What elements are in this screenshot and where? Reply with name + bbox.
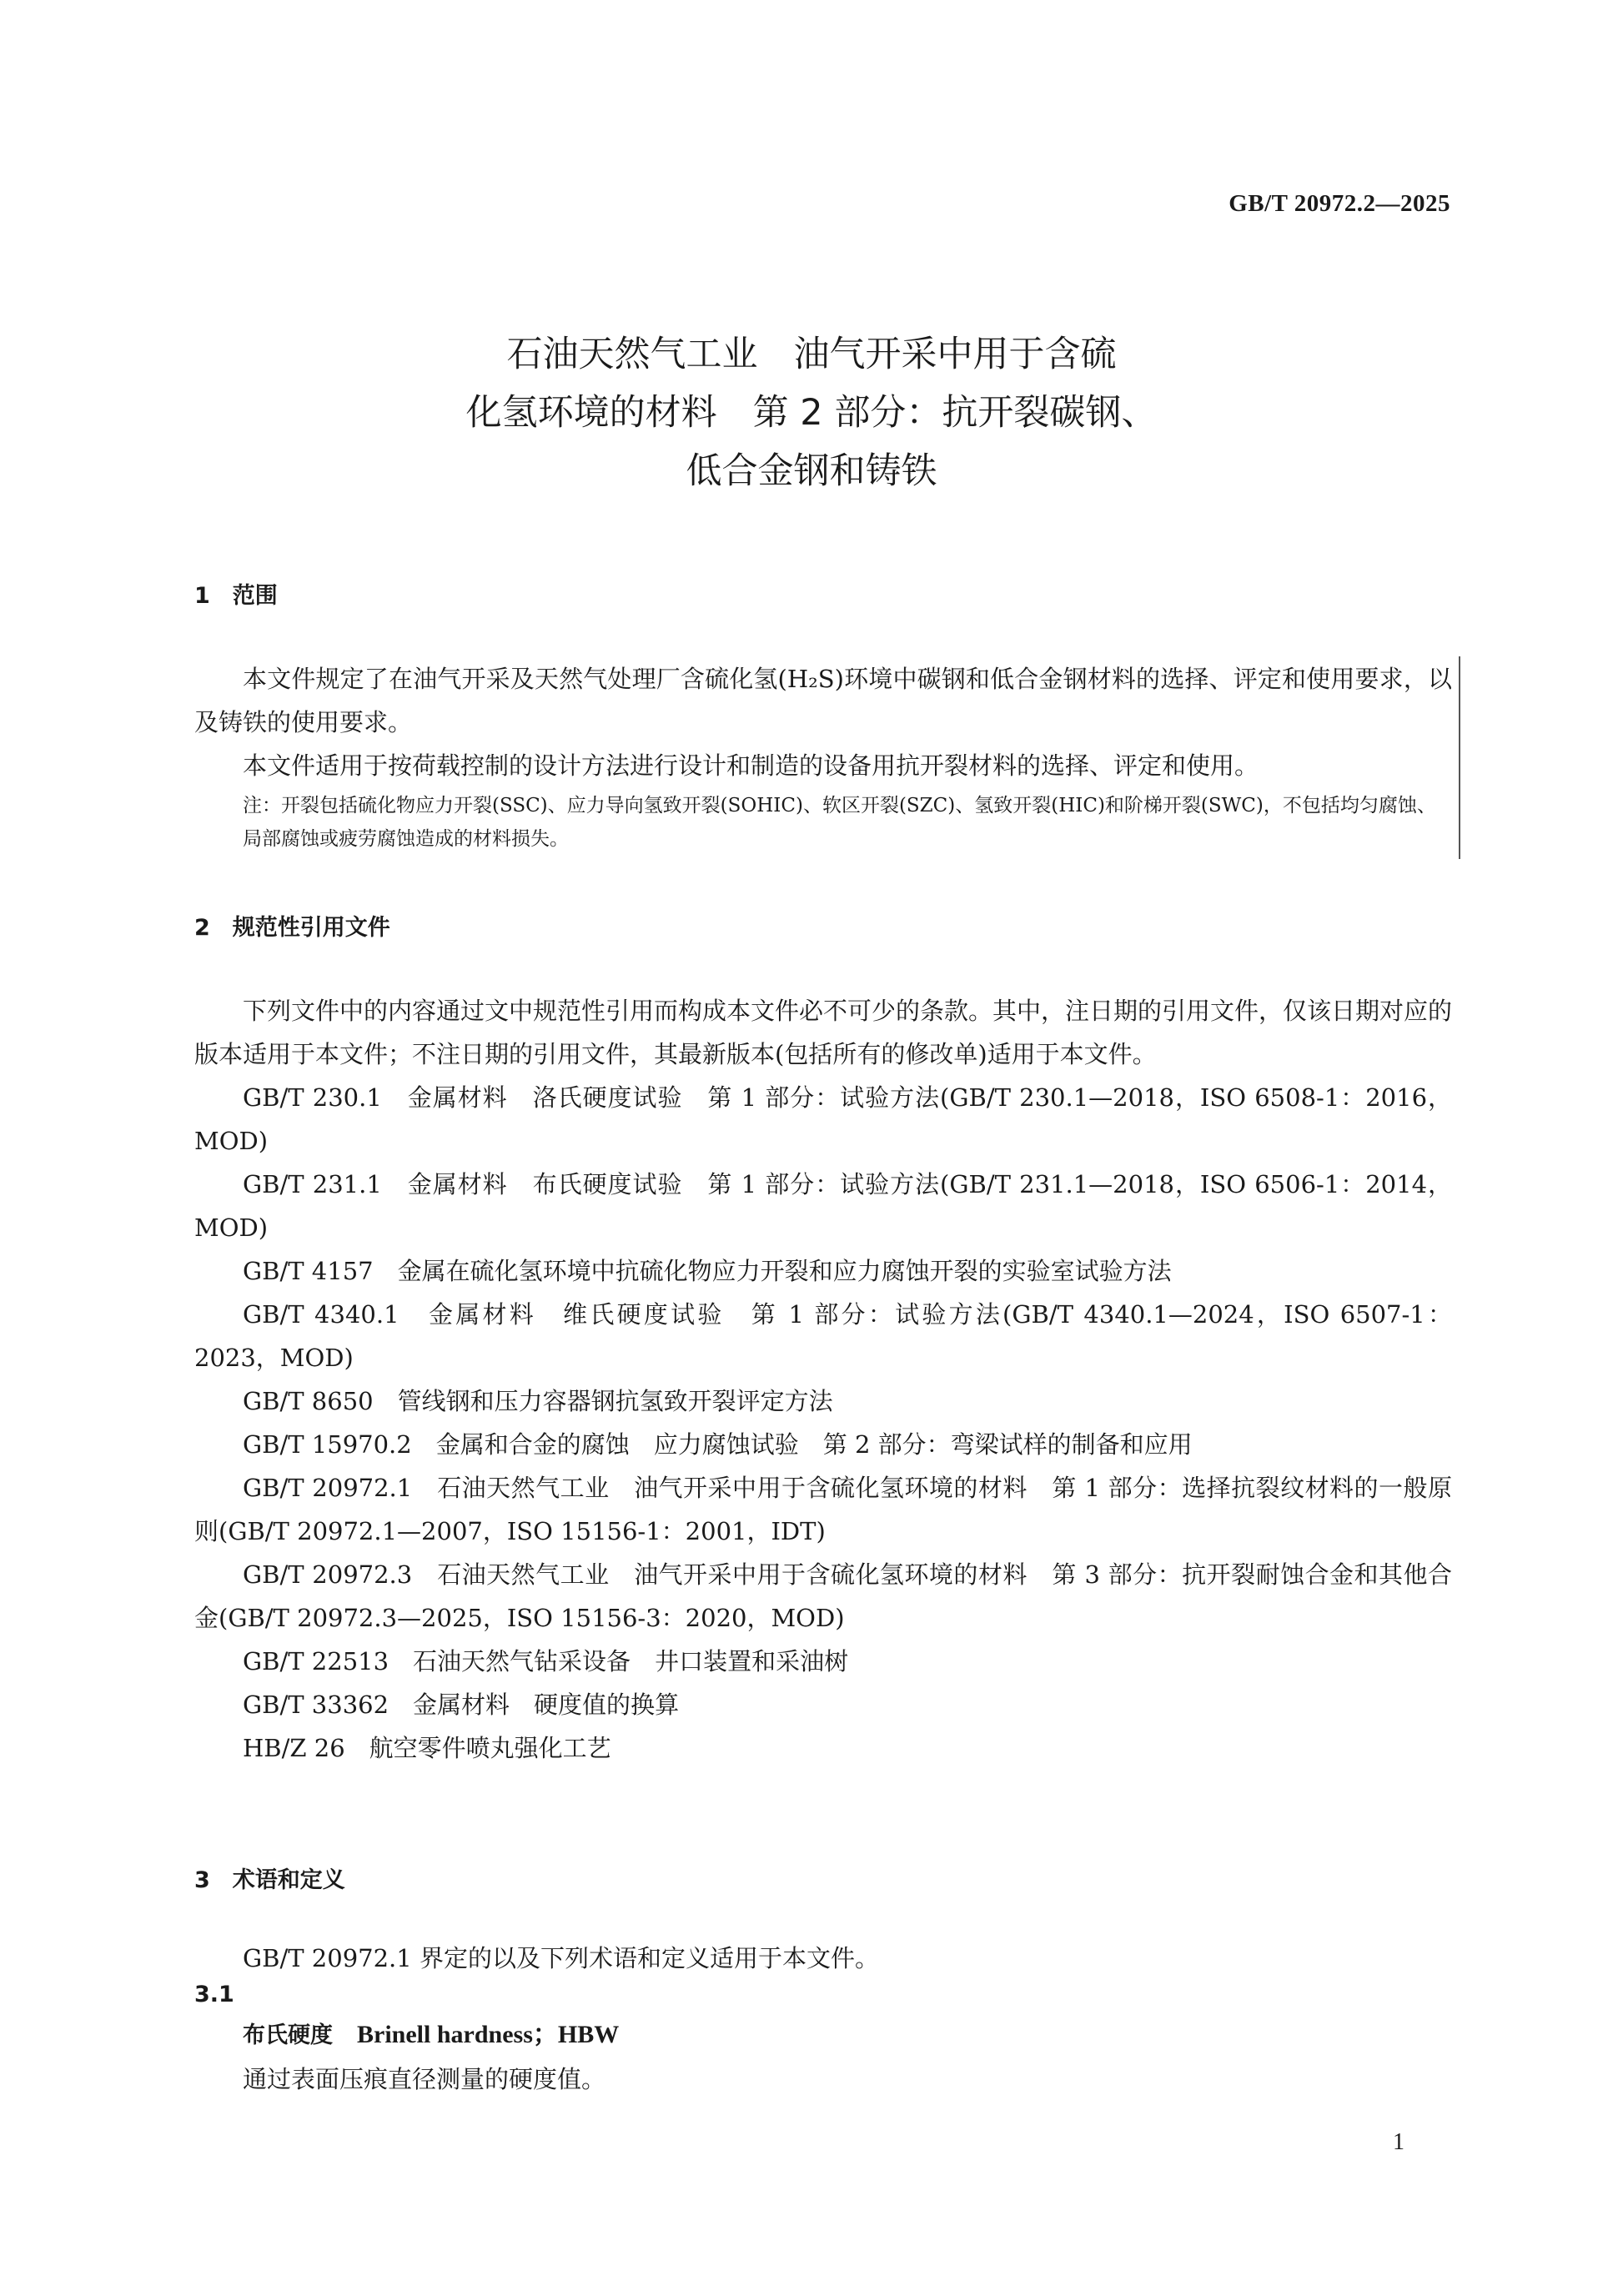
section-1-paragraph-2: 本文件适用于按荷载控制的设计方法进行设计和制造的设备用抗开裂材料的选择、评定和使用。: [243, 751, 1259, 780]
reference-item: GB/T 20972.1 石油天然气工业 油气开采中用于含硫化氢环境的材料 第 1 部分：选择抗裂纹材料的一般原则(GB/T 20972.1—2007，ISO 15156-1：2001，IDT): [194, 1474, 1452, 1545]
reference-item: GB/T 22513 石油天然气钻采设备 井口装置和采油树: [243, 1647, 849, 1676]
reference-item: GB/T 4157 金属在硫化氢环境中抗硫化物应力开裂和应力腐蚀开裂的实验室试验方法: [243, 1257, 1172, 1285]
reference-item: HB/Z 26 航空零件喷丸强化工艺: [243, 1734, 611, 1762]
section-1-body: [194, 657, 1452, 856]
change-bar: [1459, 656, 1460, 859]
reference-item: GB/T 20972.3 石油天然气工业 油气开采中用于含硫化氢环境的材料 第 3 部分：抗开裂耐蚀合金和其他合金(GB/T 20972.3—2025，ISO 15156-3：2020，MOD): [194, 1560, 1452, 1632]
section-1-heading: 1 范围: [194, 583, 278, 609]
document-title: [0, 325, 1623, 500]
term-title: [194, 2012, 1452, 2057]
reference-item: GB/T 15970.2 金属和合金的腐蚀 应力腐蚀试验 第 2 部分：弯梁试样的制备和应用: [243, 1430, 1193, 1459]
section-3-intro: GB/T 20972.1 界定的以及下列术语和定义适用于本文件。: [243, 1944, 879, 1972]
section-2-intro: 下列文件中的内容通过文中规范性引用而构成本文件必不可少的条款。其中，注日期的引用文件，仅该日期对应的版本适用于本文件；不注日期的引用文件，其最新版本(包括所有的修改单)适用于本文件。: [194, 997, 1453, 1068]
page-number: 1: [1393, 2129, 1404, 2155]
section-3-heading-wrap: [194, 1861, 345, 1894]
title-line-1: 石油天然气工业 油气开采中用于含硫: [506, 334, 1117, 375]
section-1-note: 注：开裂包括硫化物应力开裂(SSC)、应力导向氢致开裂(SOHIC)、软区开裂(SZC)、氢致开裂(HIC)和阶梯开裂(SWC)，不包括均匀腐蚀、局部腐蚀或疲劳腐蚀造成的材料损失。: [243, 795, 1436, 850]
section-2-body: [194, 989, 1452, 1770]
term-definition: 通过表面压痕直径测量的硬度值。: [243, 2065, 606, 2093]
reference-item: GB/T 231.1 金属材料 布氏硬度试验 第 1 部分：试验方法(GB/T 231.1—2018，ISO 6506-1：2014，MOD): [194, 1170, 1452, 1242]
term-english: Brinell hardness；HBW: [357, 2021, 620, 2048]
reference-item: GB/T 8650 管线钢和压力容器钢抗氢致开裂评定方法: [243, 1387, 833, 1415]
term-chinese: 布氏硬度: [243, 2022, 333, 2048]
section-1-heading-wrap: [194, 577, 278, 610]
term-number: 3.1: [194, 1982, 234, 2007]
title-line-2: 化氢环境的材料 第 2 部分：抗开裂碳钢、: [465, 392, 1158, 434]
reference-item: GB/T 4340.1 金属材料 维氏硬度试验 第 1 部分：试验方法(GB/T 4340.1—2024，ISO 6507-1：2023，MOD): [194, 1300, 1452, 1372]
section-2-heading-wrap: [194, 909, 390, 942]
section-2-heading: 2 规范性引用文件: [194, 915, 390, 941]
reference-item: GB/T 33362 金属材料 硬度值的换算: [243, 1691, 680, 1719]
section-3-body: [194, 1937, 1452, 2101]
document-code-header: GB/T 20972.2—2025: [1229, 190, 1450, 217]
section-3-heading: 3 术语和定义: [194, 1867, 345, 1893]
reference-item: GB/T 230.1 金属材料 洛氏硬度试验 第 1 部分：试验方法(GB/T 230.1—2018，ISO 6508-1：2016，MOD): [194, 1083, 1452, 1155]
section-1-paragraph-1: 本文件规定了在油气开采及天然气处理厂含硫化氢(H₂S)环境中碳钢和低合金钢材料的选择、评定和使用要求，以及铸铁的使用要求。: [194, 665, 1452, 736]
title-line-3: 低合金钢和铸铁: [686, 450, 937, 492]
